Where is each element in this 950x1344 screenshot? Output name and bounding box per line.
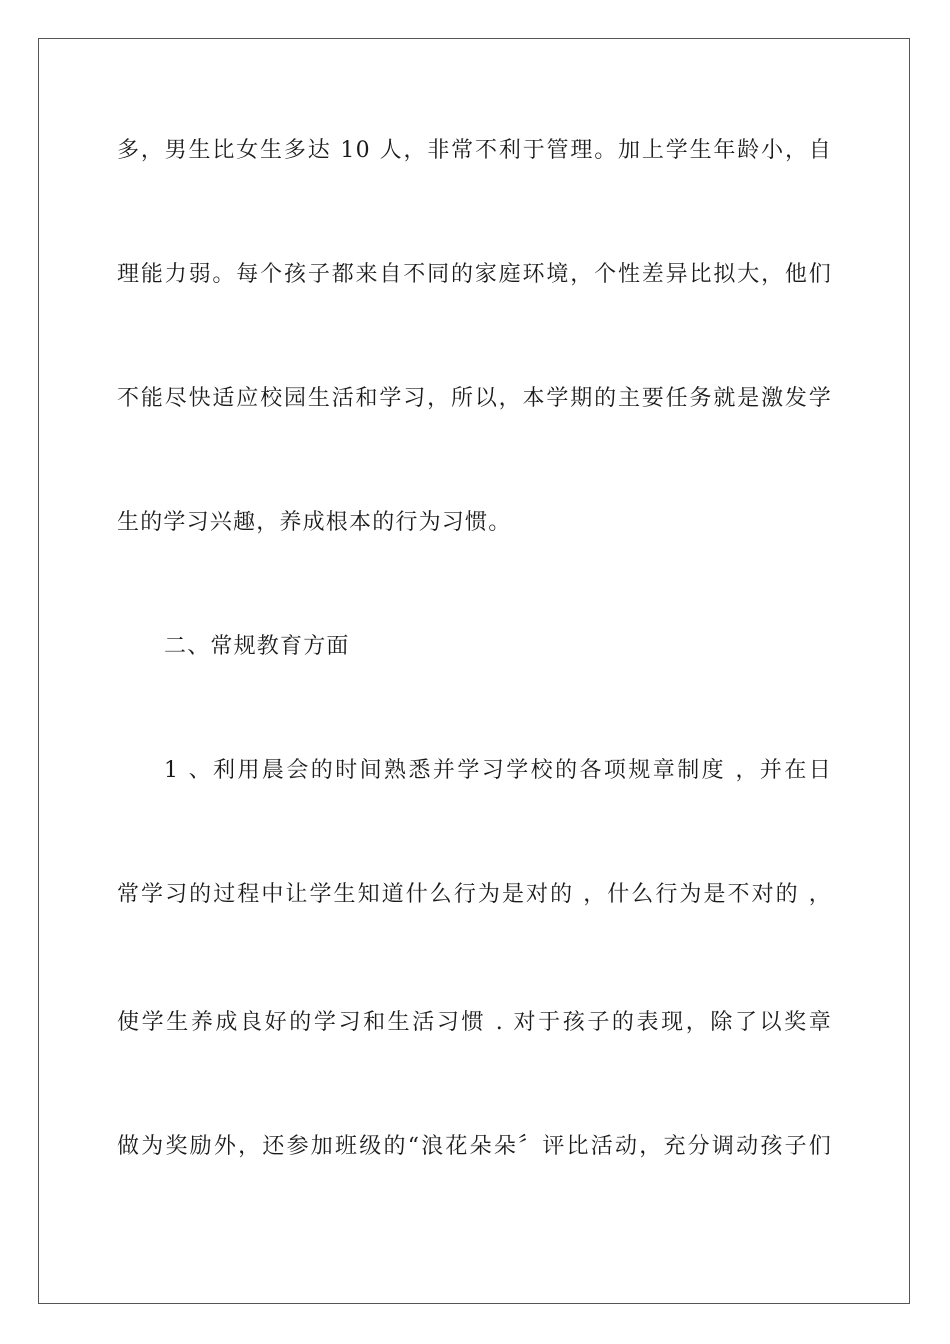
paragraph-line-1: 多，男生比女生多达 10 人，非常不利于管理。加上学生年龄小，自 [117, 138, 832, 163]
paragraph-line-4: 生的学习兴趣，养成根本的行为习惯。 [117, 510, 512, 535]
section-heading: 二、常规教育方面 [164, 634, 350, 659]
paragraph-line-7: 常学习的过程中让学生知道什么行为是对的 ，什么行为是不对的 ， [117, 882, 832, 907]
paragraph-line-8: 使学生养成良好的学习和生活习惯 . 对于孩子的表现，除了以奖章 [117, 1010, 832, 1035]
paragraph-line-6: 1 、利用晨会的时间熟悉并学习学校的各项规章制度 ，并在日 [164, 758, 832, 783]
paragraph-line-2: 理能力弱。每个孩子都来自不同的家庭环境，个性差异比拟大，他们 [117, 262, 832, 287]
paragraph-line-3: 不能尽快适应校园生活和学习，所以，本学期的主要任务就是激发学 [117, 386, 832, 411]
paragraph-line-9: 做为奖励外，还参加班级的“浪花朵朵〞评比活动，充分调动孩子们 [117, 1134, 832, 1159]
page-frame [38, 38, 910, 1304]
